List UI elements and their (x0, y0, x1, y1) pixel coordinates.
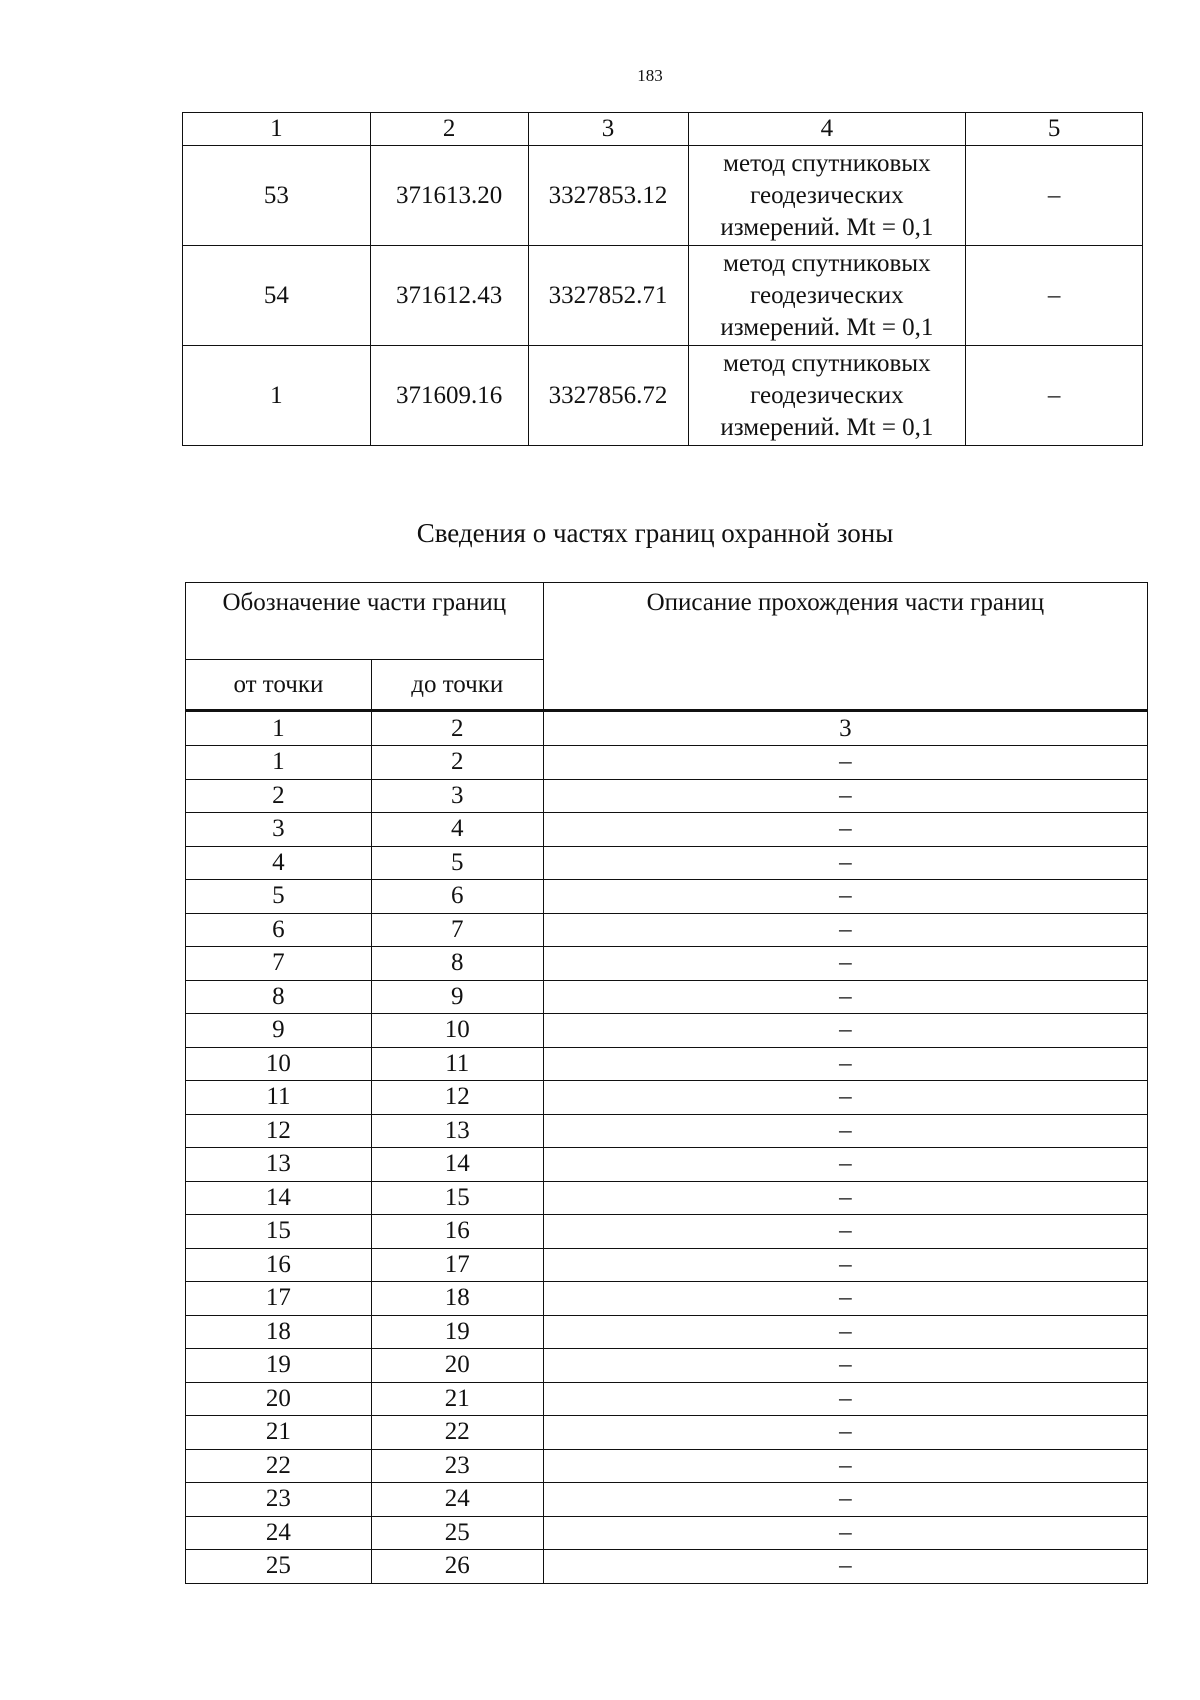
from-point: 5 (186, 880, 372, 914)
description-cell: – (543, 779, 1147, 813)
to-point: 19 (371, 1315, 543, 1349)
description-cell: – (543, 746, 1147, 780)
method-line: геодезических (750, 281, 904, 309)
table-row (186, 779, 1148, 813)
to-point: 26 (371, 1550, 543, 1584)
section-title: Сведения о частях границ охранной зоны (416, 518, 894, 548)
table-row (186, 1114, 1148, 1148)
to-point: 13 (371, 1114, 543, 1148)
point-number: 1 (183, 346, 371, 446)
to-point: 15 (371, 1181, 543, 1215)
note-cell: – (966, 146, 1143, 246)
from-point: 2 (186, 779, 372, 813)
column-number: 4 (688, 113, 966, 146)
point-number: 54 (183, 246, 371, 346)
table-row (186, 813, 1148, 847)
column-number: 1 (183, 113, 371, 146)
x-coordinate: 371609.16 (370, 346, 528, 446)
from-point: 18 (186, 1315, 372, 1349)
description-cell: – (543, 1483, 1147, 1517)
column-number-row (186, 711, 1148, 746)
to-point: 20 (371, 1349, 543, 1383)
table-row (186, 846, 1148, 880)
point-number: 53 (183, 146, 371, 246)
to-point: 22 (371, 1416, 543, 1450)
to-point: 4 (371, 813, 543, 847)
description-cell: – (543, 1449, 1147, 1483)
description-cell: – (543, 1315, 1147, 1349)
to-point: 10 (371, 1014, 543, 1048)
description-cell: – (543, 1416, 1147, 1450)
column-number: 2 (371, 711, 543, 746)
note-cell: – (966, 246, 1143, 346)
column-number: 3 (543, 711, 1147, 746)
to-point: 17 (371, 1248, 543, 1282)
from-point: 6 (186, 913, 372, 947)
description-cell: – (543, 1014, 1147, 1048)
description-cell: – (543, 1215, 1147, 1249)
from-point: 16 (186, 1248, 372, 1282)
method-cell (688, 346, 966, 446)
description-cell: – (543, 1516, 1147, 1550)
table-row (186, 980, 1148, 1014)
description-cell: – (543, 813, 1147, 847)
from-point: 12 (186, 1114, 372, 1148)
from-point: 19 (186, 1349, 372, 1383)
header-designation: Обозначение части границ (186, 583, 544, 660)
table-row (186, 1483, 1148, 1517)
description-cell: – (543, 1349, 1147, 1383)
description-cell: – (543, 1248, 1147, 1282)
method-line: метод спутниковых (723, 249, 931, 277)
table-row (186, 1416, 1148, 1450)
from-point: 10 (186, 1047, 372, 1081)
description-cell: – (543, 1047, 1147, 1081)
header-description: Описание прохождения части границ (543, 583, 1147, 711)
header-to: до точки (371, 660, 543, 711)
table-row (186, 1215, 1148, 1249)
y-coordinate: 3327852.71 (528, 246, 688, 346)
table-row (186, 880, 1148, 914)
table-row (186, 947, 1148, 981)
table-row (183, 346, 1143, 446)
method-line: измерений. Mt = 0,1 (720, 413, 934, 441)
column-number: 2 (370, 113, 528, 146)
header-row (186, 583, 1148, 660)
description-cell: – (543, 846, 1147, 880)
column-number: 3 (528, 113, 688, 146)
method-line: метод спутниковых (723, 349, 931, 377)
to-point: 7 (371, 913, 543, 947)
description-cell: – (543, 913, 1147, 947)
table-row (186, 1349, 1148, 1383)
description-cell: – (543, 1114, 1147, 1148)
from-point: 1 (186, 746, 372, 780)
to-point: 21 (371, 1382, 543, 1416)
y-coordinate: 3327856.72 (528, 346, 688, 446)
method-line: измерений. Mt = 0,1 (720, 213, 934, 241)
table-row (186, 1148, 1148, 1182)
to-point: 14 (371, 1148, 543, 1182)
to-point: 5 (371, 846, 543, 880)
description-cell: – (543, 1382, 1147, 1416)
to-point: 6 (371, 880, 543, 914)
to-point: 18 (371, 1282, 543, 1316)
table-row (183, 146, 1143, 246)
to-point: 24 (371, 1483, 543, 1517)
to-point: 23 (371, 1449, 543, 1483)
method-line: геодезических (750, 381, 904, 409)
table-row (186, 1282, 1148, 1316)
to-point: 16 (371, 1215, 543, 1249)
from-point: 22 (186, 1449, 372, 1483)
from-point: 7 (186, 947, 372, 981)
table-row (186, 913, 1148, 947)
table-row (186, 1449, 1148, 1483)
from-point: 23 (186, 1483, 372, 1517)
description-cell: – (543, 1181, 1147, 1215)
from-point: 17 (186, 1282, 372, 1316)
from-point: 9 (186, 1014, 372, 1048)
from-point: 15 (186, 1215, 372, 1249)
method-line: геодезических (750, 181, 904, 209)
from-point: 25 (186, 1550, 372, 1584)
table-row (186, 1550, 1148, 1584)
x-coordinate: 371613.20 (370, 146, 528, 246)
to-point: 12 (371, 1081, 543, 1115)
table-row (186, 1516, 1148, 1550)
header-from: от точки (186, 660, 372, 711)
table-row (186, 1047, 1148, 1081)
to-point: 8 (371, 947, 543, 981)
table-row (186, 1248, 1148, 1282)
from-point: 13 (186, 1148, 372, 1182)
from-point: 21 (186, 1416, 372, 1450)
from-point: 11 (186, 1081, 372, 1115)
method-line: метод спутниковых (723, 149, 931, 177)
to-point: 9 (371, 980, 543, 1014)
description-cell: – (543, 1550, 1147, 1584)
to-point: 3 (371, 779, 543, 813)
column-number: 1 (186, 711, 372, 746)
to-point: 2 (371, 746, 543, 780)
description-cell: – (543, 947, 1147, 981)
method-cell (688, 146, 966, 246)
description-cell: – (543, 980, 1147, 1014)
to-point: 25 (371, 1516, 543, 1550)
from-point: 3 (186, 813, 372, 847)
table-row (186, 1315, 1148, 1349)
method-line: измерений. Mt = 0,1 (720, 313, 934, 341)
from-point: 20 (186, 1382, 372, 1416)
coordinates-table (182, 112, 1143, 446)
column-number-row (183, 113, 1143, 146)
from-point: 24 (186, 1516, 372, 1550)
description-cell: – (543, 1081, 1147, 1115)
from-point: 4 (186, 846, 372, 880)
column-number: 5 (966, 113, 1143, 146)
y-coordinate: 3327853.12 (528, 146, 688, 246)
table-row (183, 246, 1143, 346)
table-row (186, 746, 1148, 780)
table-row (186, 1181, 1148, 1215)
method-cell (688, 246, 966, 346)
x-coordinate: 371612.43 (370, 246, 528, 346)
from-point: 8 (186, 980, 372, 1014)
boundary-parts-table (185, 582, 1148, 1584)
description-cell: – (543, 1282, 1147, 1316)
from-point: 14 (186, 1181, 372, 1215)
table-row (186, 1382, 1148, 1416)
description-cell: – (543, 880, 1147, 914)
page-number: 183 (637, 66, 663, 85)
note-cell: – (966, 346, 1143, 446)
description-cell: – (543, 1148, 1147, 1182)
table-row (186, 1081, 1148, 1115)
table-row (186, 1014, 1148, 1048)
to-point: 11 (371, 1047, 543, 1081)
